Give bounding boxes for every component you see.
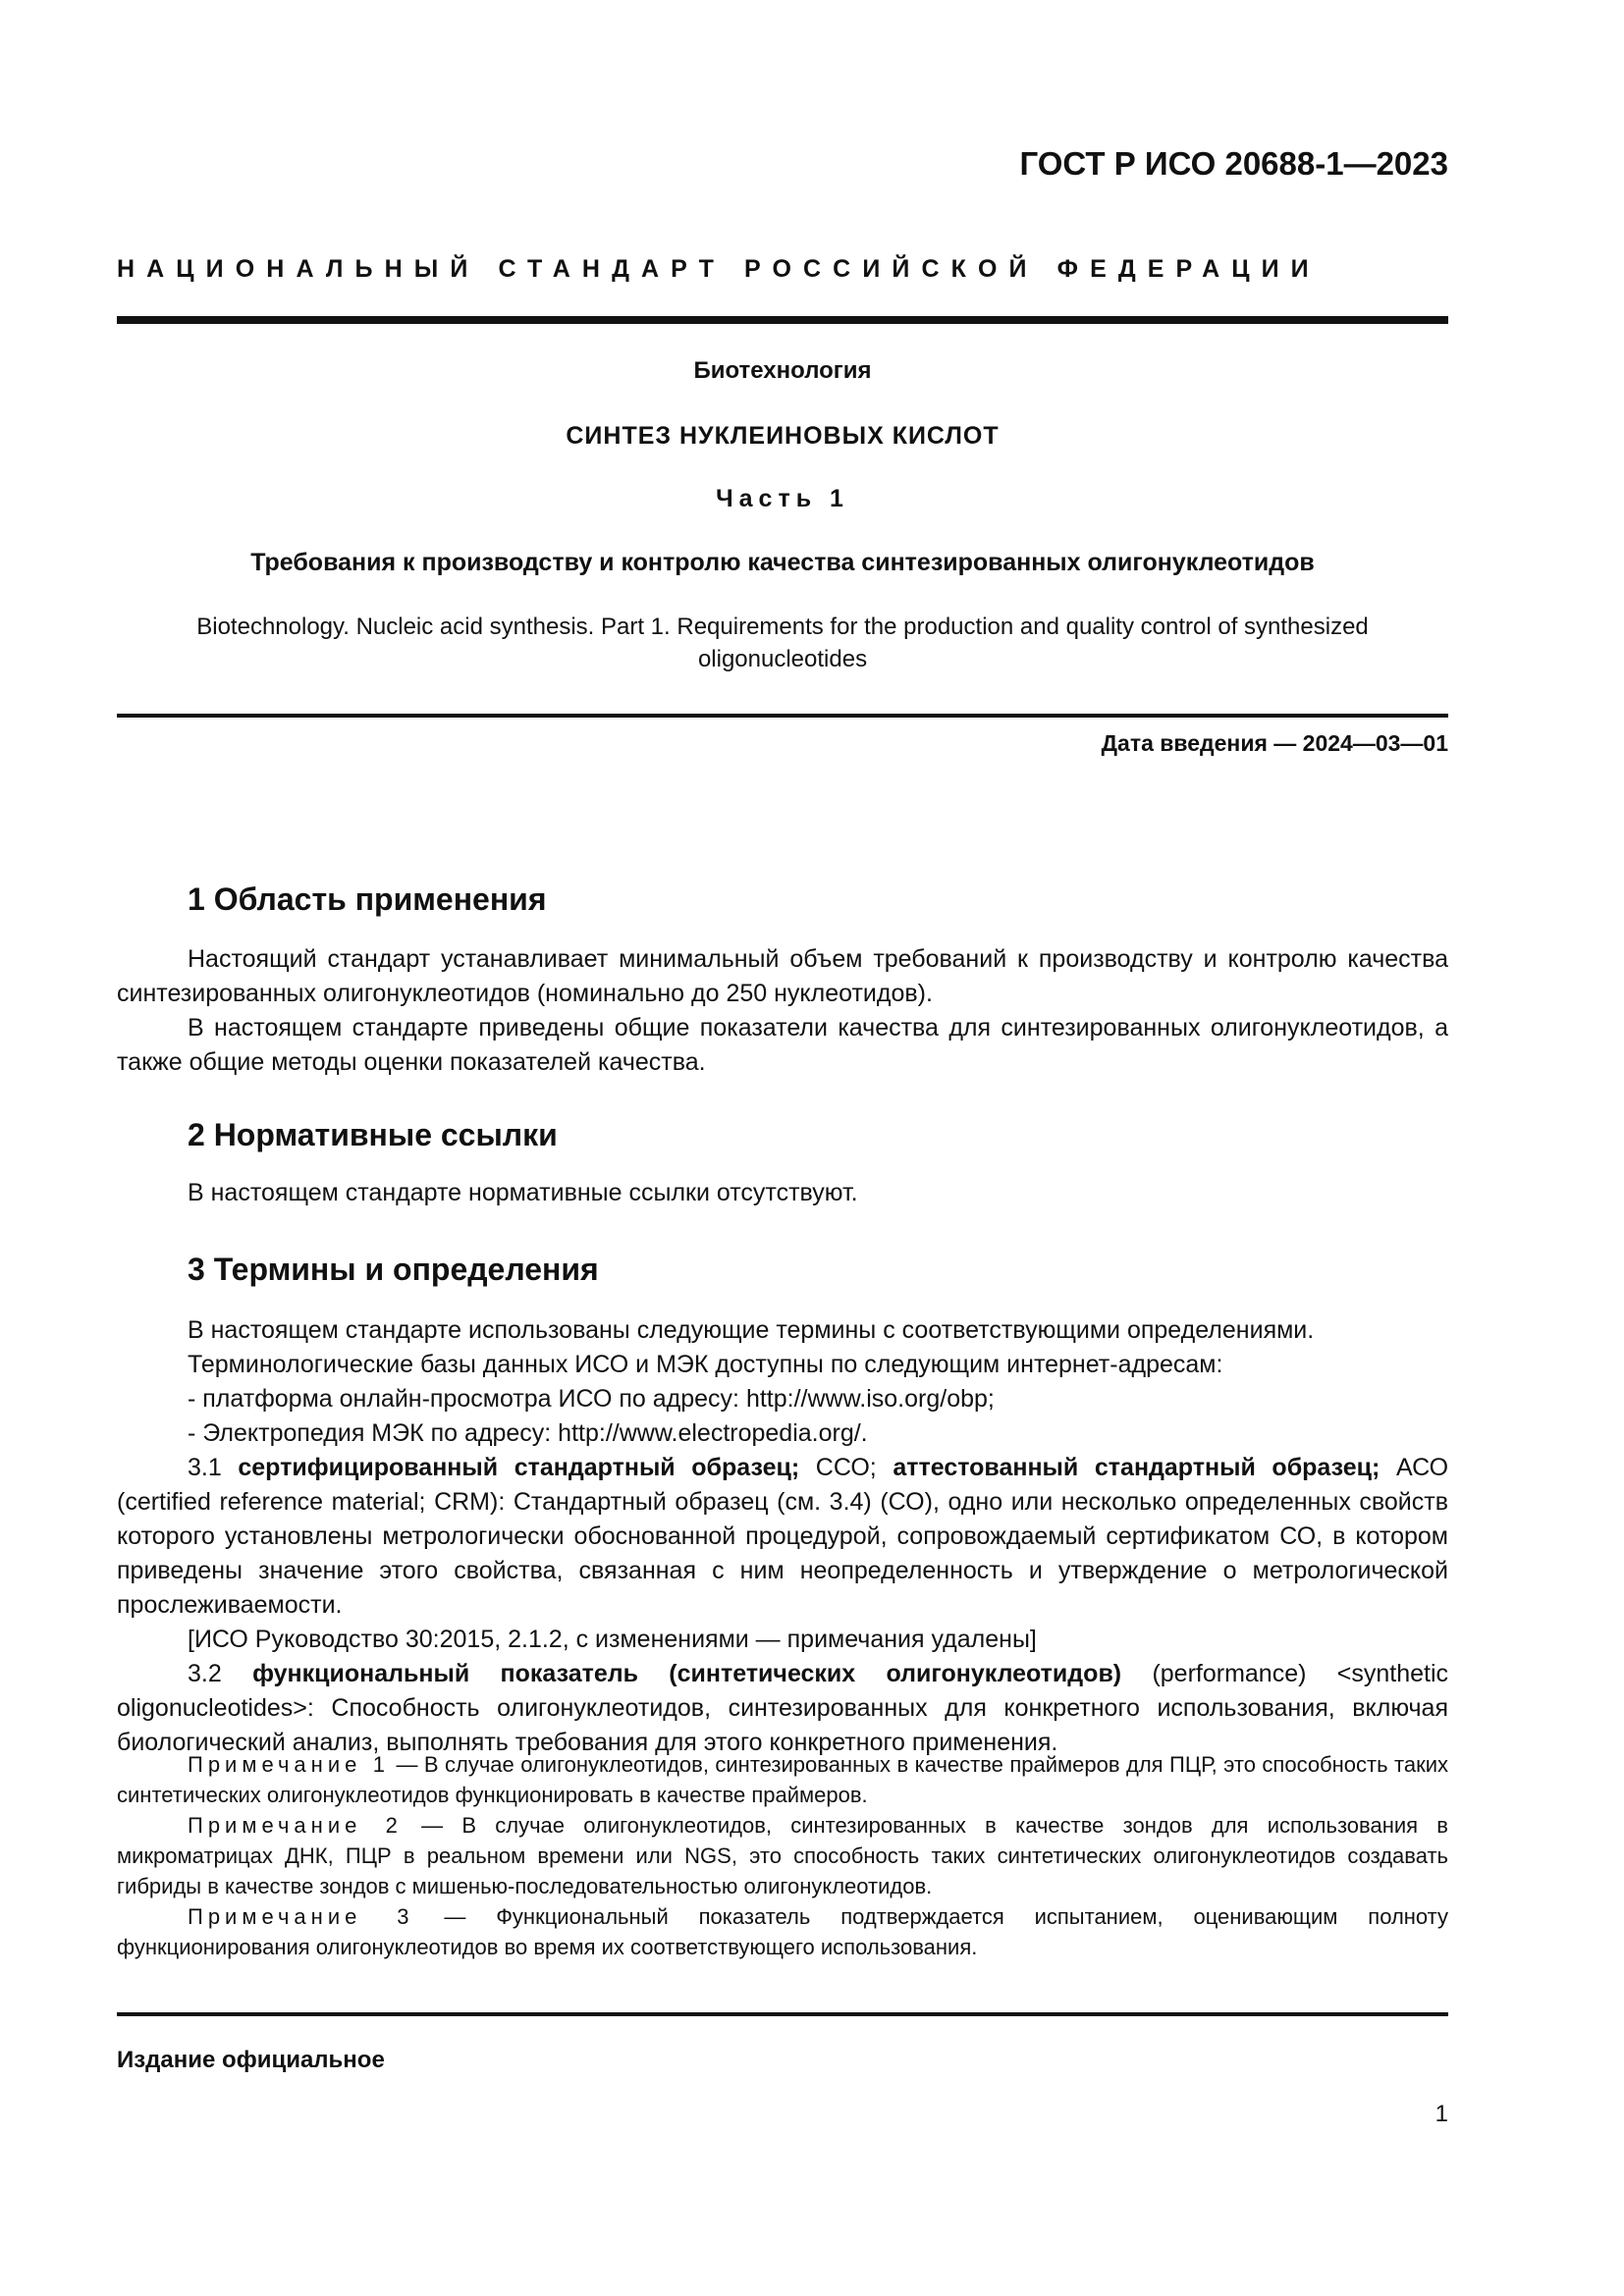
note-3-text: — Функциональный показатель подтверждается испытанием, оценивающим полноту функционирования олигонуклеотидов во время их соответствующего использования. bbox=[117, 1904, 1449, 1959]
note-1-label: Примечание 1 bbox=[188, 1752, 391, 1777]
title-english-line1: Biotechnology. Nucleic acid synthesis. Part 1. Requirements for the production and quality control of synthesized bbox=[196, 614, 1369, 640]
title-english bbox=[117, 611, 1448, 675]
header-rule bbox=[117, 316, 1448, 324]
title-rule bbox=[117, 714, 1448, 718]
title-english-line2: oligonucleotides bbox=[697, 646, 868, 672]
term-3-2-number: 3.2 bbox=[188, 1660, 253, 1687]
official-edition-label: Издание официальное bbox=[117, 2047, 385, 2073]
note-2 bbox=[117, 1810, 1448, 1901]
notes-block bbox=[117, 1749, 1448, 1962]
term-3-1-abbrev: ССО; bbox=[799, 1454, 893, 1481]
term-3-2-definition: (performance) <synthetic oligonucleotides>: Способность олигонуклеотидов, синтезированных для конкретного использования, включая биологический анализ, выполнять требования для этого конкретного применения. bbox=[117, 1660, 1448, 1756]
term-3-2-term: функциональный показатель (синтетических олигонуклеотидов) bbox=[252, 1660, 1122, 1687]
note-1-text: — В случае олигонуклеотидов, синтезированных в качестве праймеров для ПЦР, это способность таких синтетических олигонуклеотидов функционировать в качестве праймеров. bbox=[117, 1752, 1448, 1807]
note-3 bbox=[117, 1901, 1448, 1962]
title-subject: СИНТЕЗ НУКЛЕИНОВЫХ КИСЛОТ bbox=[566, 422, 1000, 450]
document-page bbox=[117, 0, 1448, 2296]
national-standard-banner: НАЦИОНАЛЬНЫЙ СТАНДАРТ РОССИЙСКОЙ ФЕДЕРАЦИИ bbox=[117, 255, 1321, 283]
footer-rule bbox=[117, 2012, 1448, 2016]
section-2-body bbox=[117, 1176, 1448, 1210]
page-number: 1 bbox=[1435, 2101, 1448, 2127]
section-3-intro-2: Терминологические базы данных ИСО и МЭК доступны по следующим интернет-адресам: bbox=[188, 1351, 1223, 1378]
intro-date: Дата введения — 2024—03—01 bbox=[1101, 730, 1448, 756]
title-part: Часть 1 bbox=[716, 485, 849, 512]
term-3-1-definition: АСО (certified reference material; CRM): Стандартный образец (см. 3.4) (СО), одно или несколько определенных свойств которого установлены метрологически обоснованной процедурой, сопровождаемый сертификатом СО, в котором приведены значение этого свойства, связанная с ним неопределенность и утверждение о метрологической прослеживаемости. bbox=[117, 1454, 1449, 1619]
term-3-1-term-primary: сертифицированный стандартный образец; bbox=[238, 1454, 800, 1481]
note-3-label: Примечание 3 bbox=[188, 1904, 414, 1929]
section-1-para-2: В настоящем стандарте приведены общие показатели качества для синтезированных олигонуклеотидов, а также общие методы оценки показателей качества. bbox=[117, 1014, 1448, 1076]
title-domain: Биотехнология bbox=[693, 357, 872, 384]
note-2-text: — В случае олигонуклеотидов, синтезированных в качестве зондов для использования в микроматрицах ДНК, ПЦР в реальном времени или NGS, это способность таких синтетических олигонуклеотидов создавать гибриды в качестве зондов с мишенью-последовательностью олигонуклеотидов. bbox=[117, 1813, 1448, 1898]
section-3-heading: 3 Термины и определения bbox=[188, 1252, 599, 1287]
section-1-para-1: Настоящий стандарт устанавливает минимальный объем требований к производству и контролю качества синтезированных олигонуклеотидов (номинально до 250 нуклеотидов). bbox=[117, 945, 1448, 1007]
title-requirements: Требования к производству и контролю качества синтезированных олигонуклеотидов bbox=[250, 549, 1315, 576]
section-3-bullet-1: - платформа онлайн-просмотра ИСО по адресу: http://www.iso.org/obp; bbox=[188, 1385, 995, 1413]
section-2-para-1: В настоящем стандарте нормативные ссылки отсутствуют. bbox=[188, 1179, 858, 1206]
term-3-2 bbox=[117, 1657, 1448, 1760]
section-1-body bbox=[117, 942, 1448, 1080]
term-3-1-number: 3.1 bbox=[188, 1454, 239, 1481]
note-2-label: Примечание 2 bbox=[188, 1813, 403, 1838]
section-2-heading: 2 Нормативные ссылки bbox=[188, 1117, 558, 1152]
standard-code: ГОСТ Р ИСО 20688-1—2023 bbox=[1019, 145, 1448, 182]
term-3-1-term-secondary: аттестованный стандартный образец; bbox=[893, 1454, 1380, 1481]
section-3-body bbox=[117, 1313, 1448, 1760]
section-1-heading: 1 Область применения bbox=[188, 881, 547, 917]
term-3-1 bbox=[117, 1451, 1448, 1623]
note-1 bbox=[117, 1749, 1448, 1810]
term-3-1-source: [ИСО Руководство 30:2015, 2.1.2, с изменениями — примечания удалены] bbox=[188, 1626, 1037, 1653]
section-3-intro-1: В настоящем стандарте использованы следующие термины с соответствующими определениями. bbox=[188, 1316, 1315, 1344]
section-3-bullet-2: - Электропедия МЭК по адресу: http://www.electropedia.org/. bbox=[188, 1419, 868, 1447]
